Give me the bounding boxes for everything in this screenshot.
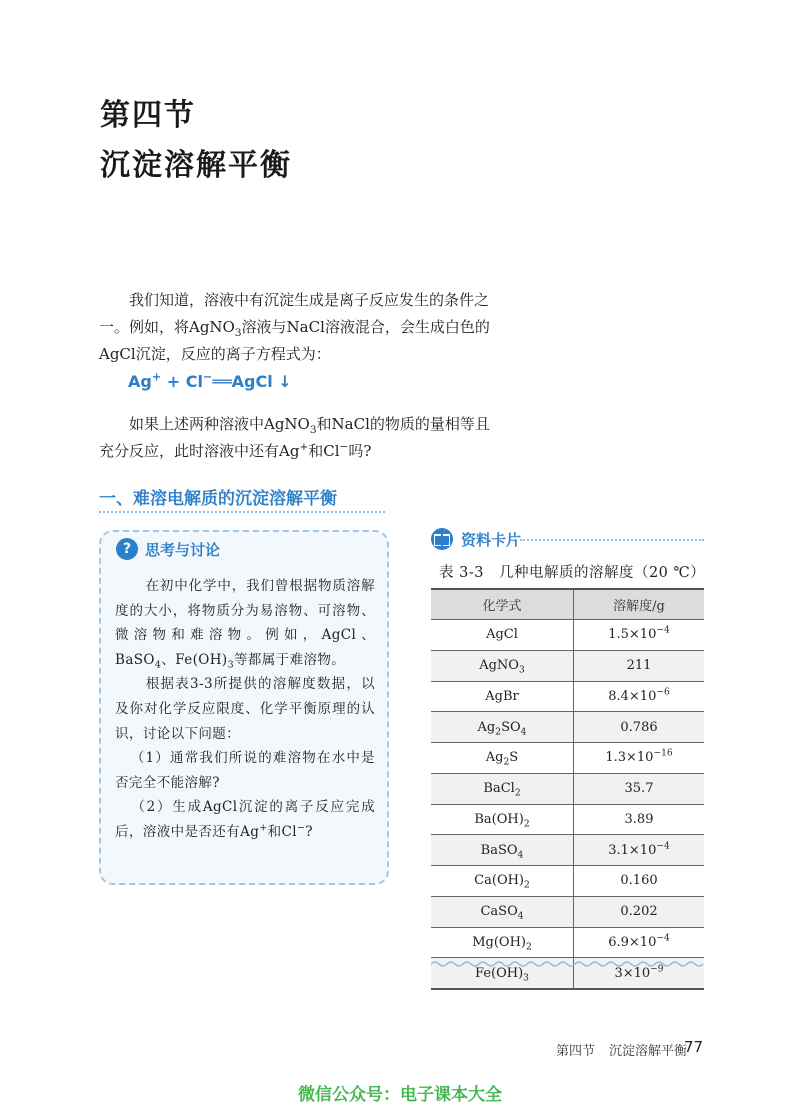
solubility-cell: 0.202: [574, 896, 705, 927]
wave-divider: [431, 960, 704, 968]
column-header-solubility: 溶解度/g: [574, 589, 705, 620]
ionic-equation: Ag+ + Cl−══AgCl ↓: [128, 370, 292, 391]
solubility-cell: $3.1\times 10^{-4}$: [574, 835, 705, 866]
solubility-cell: 0.786: [574, 712, 705, 743]
table-row: [431, 650, 704, 681]
page-title: 沉淀溶解平衡: [100, 148, 292, 183]
discussion-question-1: （1）通常我们所说的难溶物在水中是否完全不能溶解?: [115, 750, 375, 791]
section-number: 第四节: [100, 98, 196, 133]
discussion-question-2: （2）生成AgCl沉淀的离子反应完成后，溶液中是否还有Ag+和Cl−?: [115, 799, 375, 840]
section-one-heading: 一、难溶电解质的沉淀溶解平衡: [99, 489, 337, 509]
table-row: [431, 620, 704, 651]
formula-cell: AgCl: [431, 620, 574, 651]
solubility-cell: $1.3\times 10^{-16}$: [574, 743, 705, 774]
question-icon: ?: [116, 538, 138, 560]
running-head: 第四节 沉淀溶解平衡: [556, 1044, 688, 1059]
discussion-body: [115, 574, 375, 845]
table-caption: 表 3-3 几种电解质的溶解度（20 ℃）: [439, 565, 706, 581]
solubility-cell: $3\times 10^{-9}$: [574, 958, 705, 989]
intro-paragraph-1: 我们知道，溶液中有沉淀生成是离子反应发生的条件之一。例如，将AgNO$_3$溶液与NaCl溶液混合，会生成白色的AgCl沉淀，反应的离子方程式为：: [99, 291, 490, 363]
discussion-paragraph-2: 根据表3-3所提供的溶解度数据，以及你对化学反应限度、化学平衡原理的认识，讨论以下问题：: [115, 676, 375, 742]
table-row: [431, 681, 704, 712]
table-row: [431, 927, 704, 958]
solubility-cell: $1.5\times 10^{-4}$: [574, 620, 705, 651]
discussion-header: [116, 538, 220, 560]
formula-cell: $Ba(OH)_2$: [431, 804, 574, 835]
formula-cell: BaCl$_2$: [431, 773, 574, 804]
formula-cell: AgBr: [431, 681, 574, 712]
table-row: [431, 835, 704, 866]
table-body: [431, 620, 704, 990]
table-row: [431, 743, 704, 774]
formula-cell: $Ag_2SO_4$: [431, 712, 574, 743]
table-row: [431, 712, 704, 743]
section-divider: [99, 511, 385, 513]
formula-cell: CaSO$_4$: [431, 896, 574, 927]
solubility-cell: 3.89: [574, 804, 705, 835]
book-icon: [431, 528, 453, 550]
data-card-title: 资料卡片: [461, 530, 522, 549]
intro-paragraph-2: 如果上述两种溶液中AgNO$_3$和NaCl的物质的量相等且充分反应，此时溶液中还有Ag+和Cl−吗?: [99, 415, 490, 460]
table-row: [431, 896, 704, 927]
table-header-row: [431, 589, 704, 620]
solubility-cell: 0.160: [574, 866, 705, 897]
table-row: [431, 804, 704, 835]
formula-cell: AgNO$_3$: [431, 650, 574, 681]
column-header-formula: 化学式: [431, 589, 574, 620]
solubility-cell: $8.4\times 10^{-6}$: [574, 681, 705, 712]
discussion-paragraph-1: 在初中化学中，我们曾根据物质溶解度的大小，将物质分为易溶物、可溶物、微溶物和难溶物。例如，AgCl、BaSO$_4$、$Fe(OH)_3$等都属于难溶物。: [115, 578, 375, 671]
formula-cell: BaSO$_4$: [431, 835, 574, 866]
table-row: [431, 773, 704, 804]
table-row: [431, 866, 704, 897]
solubility-cell: 211: [574, 650, 705, 681]
data-card-rule: [520, 539, 704, 541]
page-number: 77: [684, 1038, 704, 1056]
formula-cell: $Fe(OH)_3$: [431, 958, 574, 989]
data-card-header: [431, 528, 521, 550]
solubility-cell: 35.7: [574, 773, 705, 804]
formula-cell: $Ca(OH)_2$: [431, 866, 574, 897]
discussion-title: 思考与讨论: [145, 540, 221, 559]
footer-note: 微信公众号：电子课本大全: [298, 1085, 502, 1105]
formula-cell: $Mg(OH)_2$: [431, 927, 574, 958]
solubility-cell: $6.9\times 10^{-4}$: [574, 927, 705, 958]
formula-cell: $Ag_2S$: [431, 743, 574, 774]
solubility-table: [431, 588, 704, 990]
